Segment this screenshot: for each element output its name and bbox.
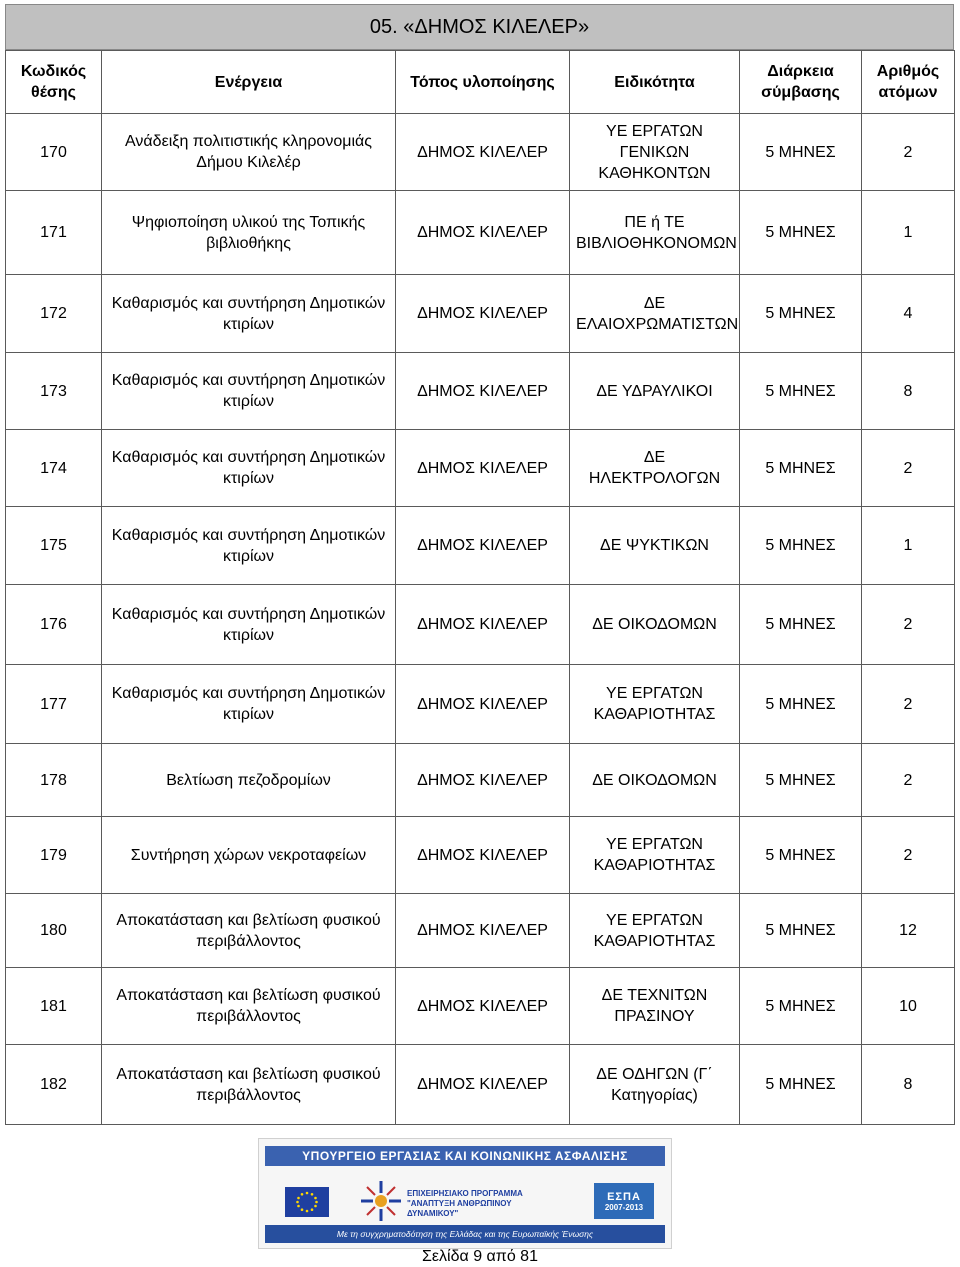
cell-location: ΔΗΜΟΣ ΚΙΛΕΛΕΡ	[396, 968, 570, 1045]
cell-action: Καθαρισμός και συντήρηση Δημοτικών κτιρίων	[102, 275, 396, 353]
table-row	[6, 507, 955, 585]
cell-code: 173	[6, 353, 102, 430]
cell-code: 174	[6, 430, 102, 507]
cell-location: ΔΗΜΟΣ ΚΙΛΕΛΕΡ	[396, 665, 570, 744]
table-row	[6, 665, 955, 744]
cell-duration: 5 ΜΗΝΕΣ	[740, 968, 862, 1045]
cell-duration: 5 ΜΗΝΕΣ	[740, 507, 862, 585]
cell-duration: 5 ΜΗΝΕΣ	[740, 191, 862, 275]
cell-persons: 12	[862, 894, 955, 968]
funding-banner	[258, 1138, 672, 1249]
cell-specialty: ΥΕ ΕΡΓΑΤΩΝ ΚΑΘΑΡΙΟΤΗΤΑΣ	[570, 817, 740, 894]
cell-specialty: ΔΕ ΗΛΕΚΤΡΟΛΟΓΩΝ	[570, 430, 740, 507]
cell-persons: 2	[862, 585, 955, 665]
cell-location: ΔΗΜΟΣ ΚΙΛΕΛΕΡ	[396, 275, 570, 353]
cell-specialty: ΔΕ ΤΕΧΝΙΤΩΝ ΠΡΑΣΙΝΟΥ	[570, 968, 740, 1045]
programme-logo-icon	[359, 1179, 403, 1223]
page-title: 05. «ΔΗΜΟΣ ΚΙΛΕΛΕΡ»	[5, 4, 954, 50]
cell-duration: 5 ΜΗΝΕΣ	[740, 353, 862, 430]
table-row	[6, 430, 955, 507]
cell-location: ΔΗΜΟΣ ΚΙΛΕΛΕΡ	[396, 191, 570, 275]
cell-action: Αποκατάσταση και βελτίωση φυσικού περιβάλλοντος	[102, 1045, 396, 1125]
cell-persons: 4	[862, 275, 955, 353]
table-body	[6, 114, 955, 1125]
cell-persons: 8	[862, 353, 955, 430]
cell-persons: 10	[862, 968, 955, 1045]
cell-code: 170	[6, 114, 102, 191]
cell-code: 182	[6, 1045, 102, 1125]
cell-location: ΔΗΜΟΣ ΚΙΛΕΛΕΡ	[396, 894, 570, 968]
positions-table	[5, 50, 955, 1125]
cell-persons: 2	[862, 114, 955, 191]
cell-specialty: ΔΕ ΟΙΚΟΔΟΜΩΝ	[570, 744, 740, 817]
cell-action: Ψηφιοποίηση υλικού της Τοπικής βιβλιοθήκης	[102, 191, 396, 275]
cell-duration: 5 ΜΗΝΕΣ	[740, 894, 862, 968]
cell-location: ΔΗΜΟΣ ΚΙΛΕΛΕΡ	[396, 430, 570, 507]
table-row	[6, 191, 955, 275]
cell-specialty: ΥΕ ΕΡΓΑΤΩΝ ΚΑΘΑΡΙΟΤΗΤΑΣ	[570, 665, 740, 744]
cell-location: ΔΗΜΟΣ ΚΙΛΕΛΕΡ	[396, 744, 570, 817]
cell-location: ΔΗΜΟΣ ΚΙΛΕΛΕΡ	[396, 1045, 570, 1125]
cell-code: 171	[6, 191, 102, 275]
cell-action: Αποκατάσταση και βελτίωση φυσικού περιβάλλοντος	[102, 968, 396, 1045]
cell-code: 181	[6, 968, 102, 1045]
cell-specialty: ΔΕ ΥΔΡΑΥΛΙΚΟΙ	[570, 353, 740, 430]
header-duration: Διάρκεια σύμβασης	[740, 51, 862, 114]
cell-specialty: ΔΕ ΟΔΗΓΩΝ (Γ΄ Κατηγορίας)	[570, 1045, 740, 1125]
cell-duration: 5 ΜΗΝΕΣ	[740, 275, 862, 353]
cell-action: Αποκατάσταση και βελτίωση φυσικού περιβάλλοντος	[102, 894, 396, 968]
cell-location: ΔΗΜΟΣ ΚΙΛΕΛΕΡ	[396, 817, 570, 894]
cell-location: ΔΗΜΟΣ ΚΙΛΕΛΕΡ	[396, 585, 570, 665]
cell-duration: 5 ΜΗΝΕΣ	[740, 430, 862, 507]
cell-persons: 8	[862, 1045, 955, 1125]
cell-action: Βελτίωση πεζοδρομίων	[102, 744, 396, 817]
header-code: Κωδικός θέσης	[6, 51, 102, 114]
cell-action: Καθαρισμός και συντήρηση Δημοτικών κτιρίων	[102, 585, 396, 665]
cell-code: 179	[6, 817, 102, 894]
header-action: Ενέργεια	[102, 51, 396, 114]
cell-action: Ανάδειξη πολιτιστικής κληρονομιάς Δήμου Κιλελέρ	[102, 114, 396, 191]
cell-duration: 5 ΜΗΝΕΣ	[740, 817, 862, 894]
header-persons: Αριθμός ατόμων	[862, 51, 955, 114]
table-row	[6, 275, 955, 353]
cell-persons: 2	[862, 817, 955, 894]
cell-persons: 2	[862, 430, 955, 507]
cell-code: 180	[6, 894, 102, 968]
table-row	[6, 968, 955, 1045]
cell-specialty: ΥΕ ΕΡΓΑΤΩΝ ΚΑΘΑΡΙΟΤΗΤΑΣ	[570, 894, 740, 968]
table-row	[6, 1045, 955, 1125]
cell-action: Καθαρισμός και συντήρηση Δημοτικών κτιρίων	[102, 507, 396, 585]
cell-specialty: ΔΕ ΟΙΚΟΔΟΜΩΝ	[570, 585, 740, 665]
cell-specialty: ΥΕ ΕΡΓΑΤΩΝ ΓΕΝΙΚΩΝ ΚΑΘΗΚΟΝΤΩΝ	[570, 114, 740, 191]
cell-action: Καθαρισμός και συντήρηση Δημοτικών κτιρίων	[102, 665, 396, 744]
table-header-row	[6, 51, 955, 114]
cell-duration: 5 ΜΗΝΕΣ	[740, 585, 862, 665]
cell-action: Καθαρισμός και συντήρηση Δημοτικών κτιρίων	[102, 353, 396, 430]
cell-duration: 5 ΜΗΝΕΣ	[740, 665, 862, 744]
table-row	[6, 585, 955, 665]
table-row	[6, 894, 955, 968]
cell-duration: 5 ΜΗΝΕΣ	[740, 114, 862, 191]
cell-action: Καθαρισμός και συντήρηση Δημοτικών κτιρίων	[102, 430, 396, 507]
programme-text: ΕΠΙΧΕΙΡΗΣΙΑΚΟ ΠΡΟΓΡΑΜΜΑ "ΑΝΑΠΤΥΞΗ ΑΝΘΡΩΠΙΝΟΥ ΔΥΝΑΜΙΚΟΥ"	[407, 1189, 523, 1218]
cell-persons: 2	[862, 665, 955, 744]
espa-logo: ΕΣΠΑ 2007-2013	[594, 1183, 654, 1219]
cell-code: 178	[6, 744, 102, 817]
cell-persons: 2	[862, 744, 955, 817]
table-row	[6, 114, 955, 191]
cell-location: ΔΗΜΟΣ ΚΙΛΕΛΕΡ	[396, 353, 570, 430]
eu-flag-icon	[285, 1187, 329, 1217]
cell-code: 172	[6, 275, 102, 353]
cell-location: ΔΗΜΟΣ ΚΙΛΕΛΕΡ	[396, 114, 570, 191]
cell-duration: 5 ΜΗΝΕΣ	[740, 1045, 862, 1125]
table-row	[6, 744, 955, 817]
cell-specialty: ΠΕ ή ΤΕ ΒΙΒΛΙΟΘΗΚΟΝΟΜΩΝ	[570, 191, 740, 275]
cell-specialty: ΔΕ ΕΛΑΙΟΧΡΩΜΑΤΙΣΤΩΝ	[570, 275, 740, 353]
cell-code: 176	[6, 585, 102, 665]
cell-location: ΔΗΜΟΣ ΚΙΛΕΛΕΡ	[396, 507, 570, 585]
cofunding-note: Με τη συγχρηματοδότηση της Ελλάδας και της Ευρωπαϊκής Ένωσης	[265, 1225, 665, 1243]
cell-persons: 1	[862, 507, 955, 585]
ministry-name: ΥΠΟΥΡΓΕΙΟ ΕΡΓΑΣΙΑΣ ΚΑΙ ΚΟΙΝΩΝΙΚΗΣ ΑΣΦΑΛΙΣΗΣ	[265, 1146, 665, 1166]
table-row	[6, 817, 955, 894]
page-number: Σελίδα 9 από 81	[422, 1248, 538, 1265]
cell-persons: 1	[862, 191, 955, 275]
cell-code: 175	[6, 507, 102, 585]
cell-duration: 5 ΜΗΝΕΣ	[740, 744, 862, 817]
header-specialty: Ειδικότητα	[570, 51, 740, 114]
cell-action: Συντήρηση χώρων νεκροταφείων	[102, 817, 396, 894]
cell-specialty: ΔΕ ΨΥΚΤΙΚΩΝ	[570, 507, 740, 585]
cell-code: 177	[6, 665, 102, 744]
table-row	[6, 353, 955, 430]
header-location: Τόπος υλοποίησης	[396, 51, 570, 114]
